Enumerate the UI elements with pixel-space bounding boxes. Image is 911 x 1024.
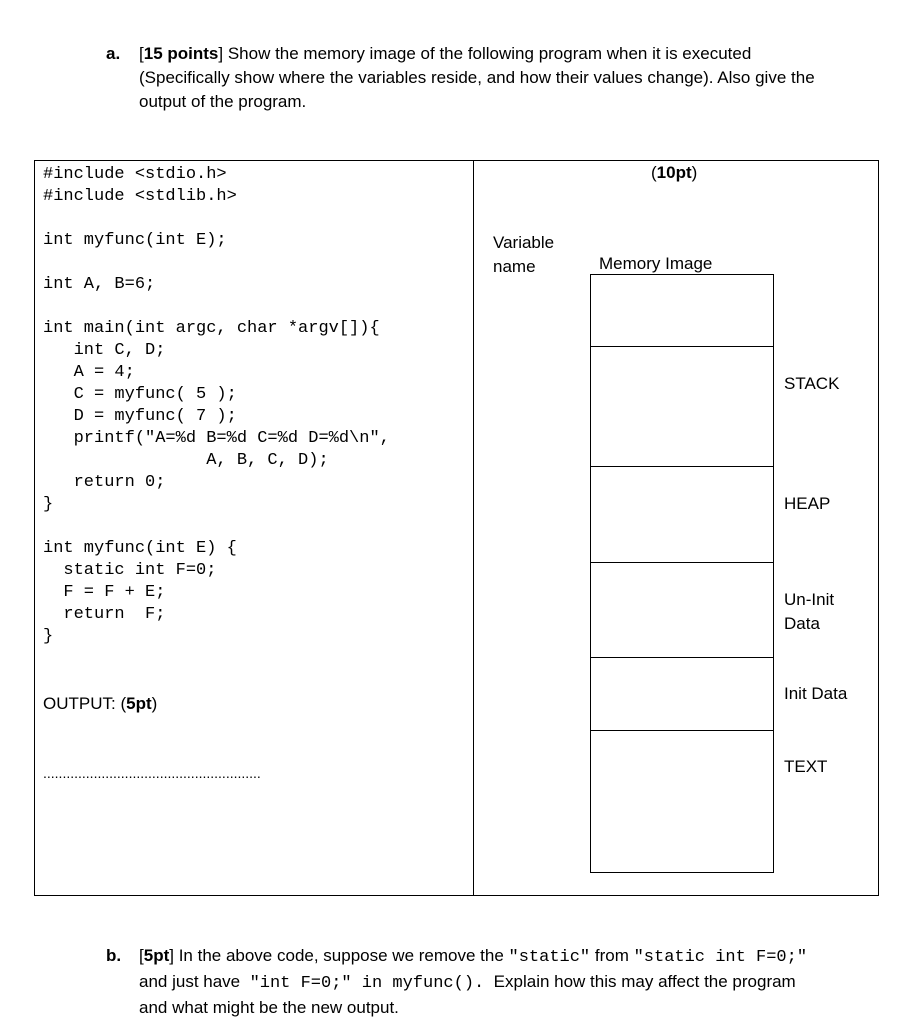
code-line: D = myfunc( 7 );	[43, 407, 237, 426]
code-line: #include <stdio.h>	[43, 165, 227, 184]
code-listing	[43, 164, 390, 648]
code-line	[43, 208, 390, 230]
question-b-part5: and what might be the new output.	[139, 998, 399, 1017]
code-line: return 0;	[43, 473, 166, 492]
code-line: A, B, C, D);	[43, 451, 329, 470]
label-init-data: Init Data	[784, 684, 848, 703]
code-line	[43, 296, 390, 318]
question-b-code3: "int F=0;" in myfunc().	[249, 974, 485, 993]
code-line: static int F=0;	[43, 561, 217, 580]
label-text-segment: TEXT	[784, 757, 828, 776]
code-line	[43, 252, 390, 274]
question-b-code1: "static"	[508, 948, 591, 967]
memory-points-value: 10pt	[656, 163, 692, 182]
memory-segment-init-data	[590, 657, 774, 731]
question-a-line3: output of the program.	[139, 92, 307, 111]
question-a-text: [15 points] Show the memory image of the following program when it is executed (Specifically show where the variables reside, and how their values change). Also give the output of the program.	[139, 42, 815, 114]
code-line	[43, 516, 390, 538]
question-a-line2: (Specifically show where the variables reside, and how their values change). Also give the	[139, 68, 815, 87]
memory-segment-heap	[590, 466, 774, 563]
memory-image-label: Memory Image	[599, 254, 713, 273]
label-stack: STACK	[784, 374, 840, 393]
code-line: int main(int argc, char *argv[]){	[43, 319, 380, 338]
question-a-label: a.	[106, 44, 121, 63]
question-b-points: 5pt	[143, 946, 170, 965]
question-b-label: b.	[106, 946, 122, 965]
variable-label-line1: Variable	[493, 233, 555, 252]
question-a-line1: Show the memory image of the following program when it is executed	[223, 44, 752, 63]
code-line: }	[43, 627, 54, 646]
code-line: int A, B=6;	[43, 275, 156, 294]
output-label-text: OUTPUT:	[43, 694, 121, 713]
question-b-part3: and just have	[139, 972, 250, 991]
label-uninit-data: Un-Init Data	[784, 590, 835, 633]
output-answer-line: ........................................................	[43, 765, 261, 781]
label-heap: HEAP	[784, 494, 831, 513]
code-line: int myfunc(int E);	[43, 231, 227, 250]
output-label: OUTPUT: (5pt)	[43, 694, 158, 713]
memory-segment-text	[590, 730, 774, 873]
memory-segment-top	[590, 274, 774, 347]
memory-segment-uninit-data	[590, 562, 774, 658]
code-line: F = F + E;	[43, 583, 166, 602]
code-line: C = myfunc( 5 );	[43, 385, 237, 404]
question-a-points: 15 points	[143, 44, 219, 63]
table-divider	[473, 160, 474, 896]
code-line: A = 4;	[43, 363, 135, 382]
code-line: return F;	[43, 605, 166, 624]
question-b-part4: Explain how this may affect the program	[484, 972, 796, 991]
question-b-part1: In the above code, suppose we remove the	[173, 946, 509, 965]
code-line: int myfunc(int E) {	[43, 539, 237, 558]
variable-label-line2: name	[493, 257, 536, 276]
question-b-text: [5pt] In the above code, suppose we remove the "static" from "static int F=0;" and just have "int F=0;" in myfunc(). Explain how this may affect the program and what might be the new output.	[139, 944, 807, 1020]
code-line: }	[43, 495, 54, 514]
question-b-part2: from	[590, 946, 634, 965]
memory-points: (10pt)	[651, 163, 698, 182]
variable-name-label	[493, 231, 554, 279]
code-line: #include <stdlib.h>	[43, 187, 237, 206]
memory-segment-stack	[590, 346, 774, 467]
question-b-code2: "static int F=0;"	[633, 948, 808, 967]
code-line: int C, D;	[43, 341, 166, 360]
code-line: printf("A=%d B=%d C=%d D=%d\n",	[43, 429, 390, 448]
output-points: 5pt	[126, 694, 152, 713]
